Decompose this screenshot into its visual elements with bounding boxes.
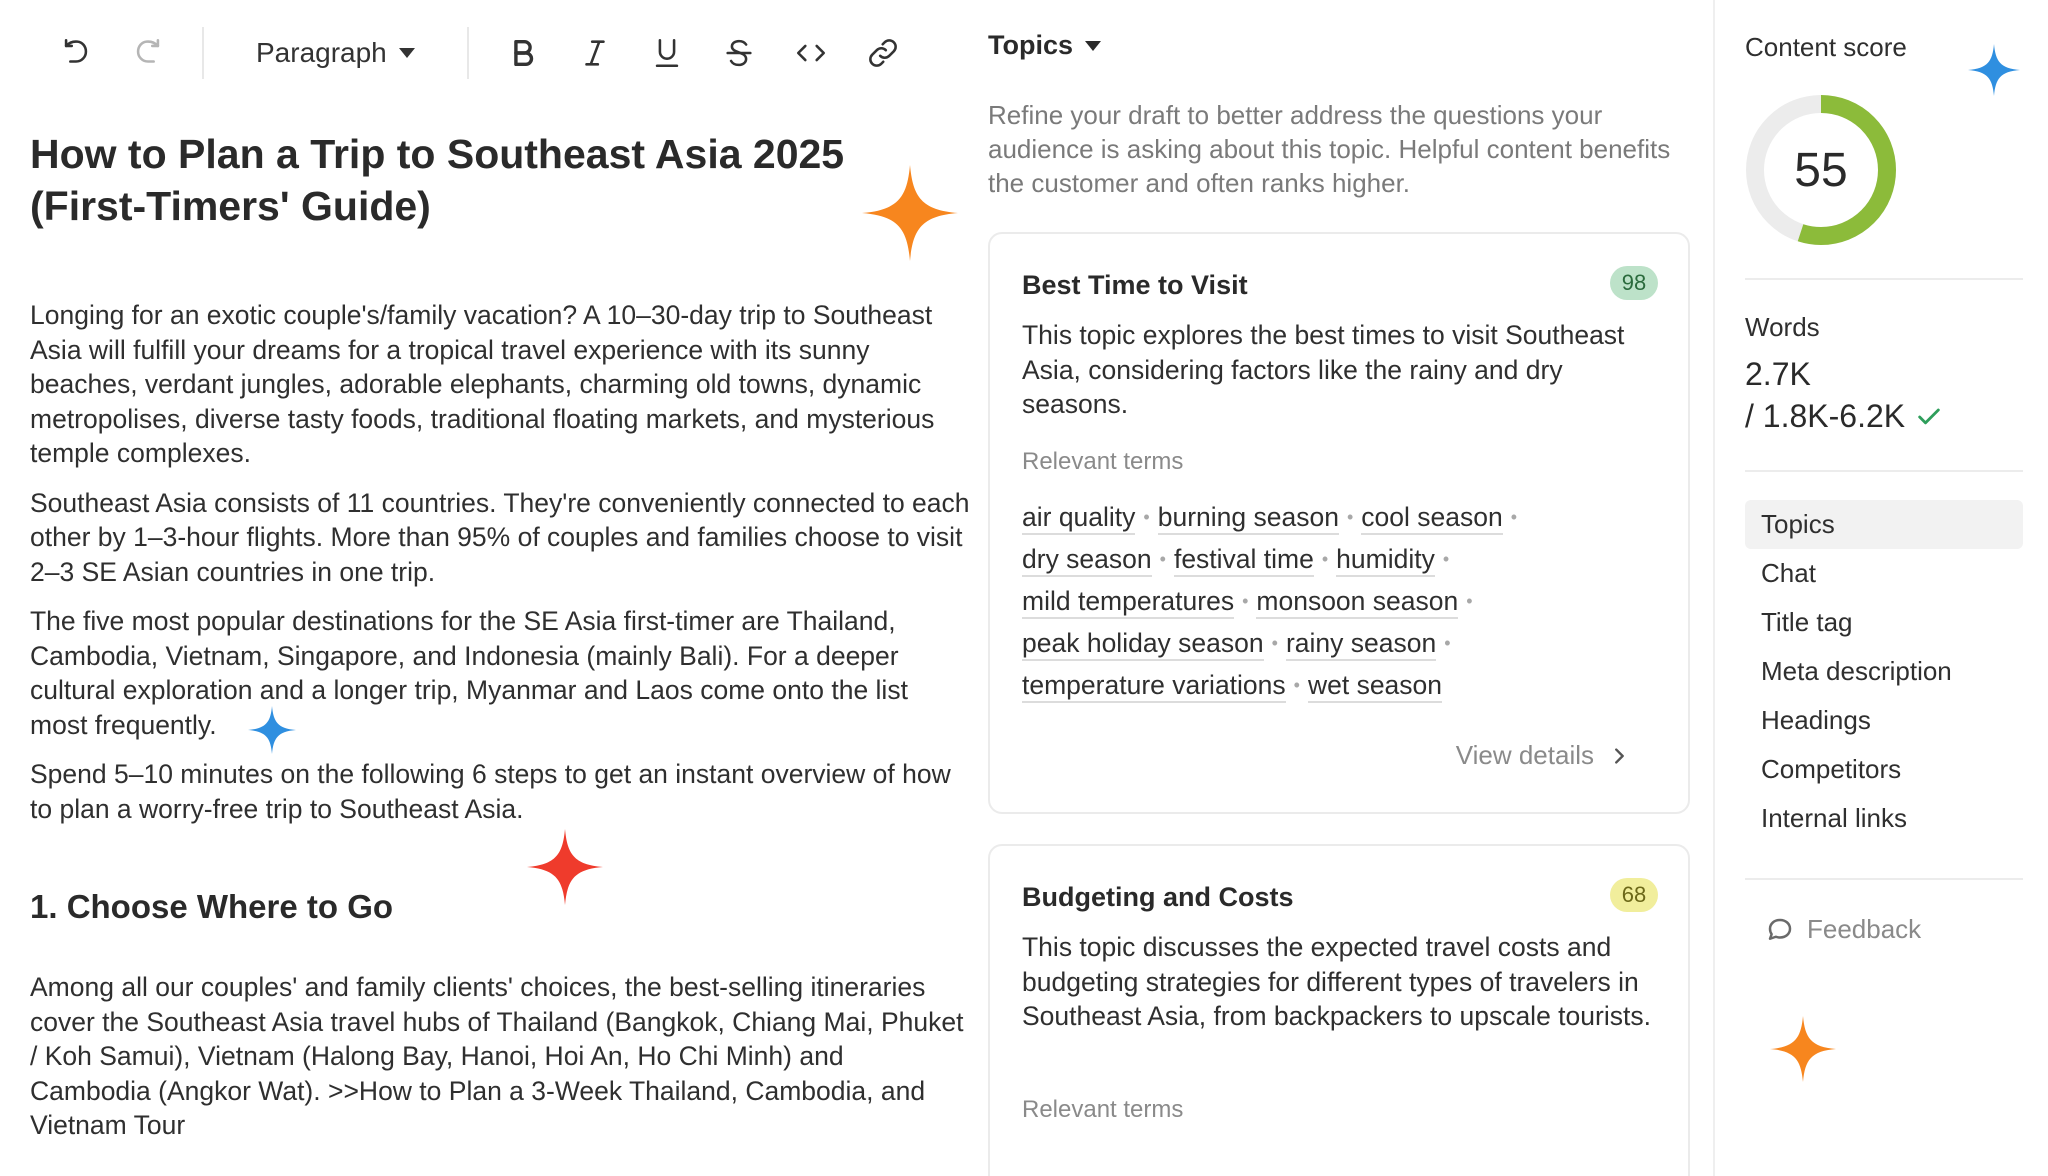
chevron-right-icon <box>1608 745 1630 767</box>
term-separator: • <box>1321 549 1329 569</box>
relevant-term[interactable]: burning season <box>1158 502 1339 535</box>
topic-card[interactable] <box>988 232 1690 814</box>
relevant-terms-label: Relevant terms <box>1022 448 1184 475</box>
term-separator: • <box>1271 633 1278 653</box>
italic-button[interactable] <box>559 18 631 88</box>
code-icon <box>794 36 828 70</box>
undo-button[interactable] <box>40 18 112 88</box>
link-button[interactable] <box>847 18 919 88</box>
sidebar-item-title-tag[interactable]: Title tag <box>1761 607 1853 637</box>
link-icon <box>866 36 900 70</box>
topics-dropdown[interactable] <box>988 30 1101 61</box>
underline-icon <box>650 36 684 70</box>
term-separator: • <box>1159 549 1166 569</box>
score-sidebar <box>1745 0 2048 1176</box>
relevant-term[interactable]: air quality <box>1022 502 1135 535</box>
editor-toolbar <box>40 18 919 88</box>
relevant-term[interactable]: temperature variations <box>1022 670 1286 703</box>
bold-icon <box>506 36 540 70</box>
sidebar-separator <box>1745 878 2023 880</box>
feedback-label: Feedback <box>1807 914 1922 944</box>
relevant-term[interactable]: cool season <box>1361 502 1502 535</box>
sparkle-icon <box>527 828 603 906</box>
topic-card-description: This topic discusses the expected travel costs and budgeting strategies for different types of travelers in Southeast Asia, from backpackers to upscale tourists. <box>1022 932 1651 1031</box>
toolbar-divider <box>467 27 469 79</box>
sidebar-separator <box>1745 470 2023 472</box>
chat-bubble-icon <box>1765 915 1795 945</box>
topic-score-badge: 68 <box>1610 878 1658 912</box>
topic-card-title: Budgeting and Costs <box>1022 882 1294 912</box>
editor-pane <box>0 0 980 1176</box>
sparkle-icon <box>1968 44 2020 96</box>
redo-icon <box>131 36 165 70</box>
relevant-term[interactable]: festival time <box>1174 544 1314 577</box>
caret-down-icon <box>1085 41 1101 51</box>
sidebar-item-chat[interactable]: Chat <box>1761 558 1816 588</box>
relevant-term[interactable]: humidity <box>1336 544 1435 577</box>
term-separator: • <box>1143 507 1150 527</box>
term-separator: • <box>1293 675 1300 695</box>
sparkle-icon <box>862 158 958 268</box>
term-separator: • <box>1510 507 1518 527</box>
topics-panel <box>988 0 1690 1176</box>
words-label: Words <box>1745 312 1820 342</box>
strikethrough-button[interactable] <box>703 18 775 88</box>
topics-intro-text: Refine your draft to better address the questions your audience is asking about this topic. Helpful content benefits the customer and often ranks higher. <box>988 100 1671 198</box>
document-paragraph[interactable]: Spend 5–10 minutes on the following 6 steps to get an instant overview of how to plan a worry-free trip to Southeast Asia. <box>30 759 951 824</box>
topic-card-description: This topic explores the best times to visit Southeast Asia, considering factors like the rainy and dry seasons. <box>1022 320 1625 419</box>
relevant-term[interactable]: dry season <box>1022 544 1152 577</box>
toolbar-divider <box>202 27 204 79</box>
redo-button[interactable] <box>112 18 184 88</box>
words-count: 2.7K <box>1745 356 1811 392</box>
document-paragraph[interactable]: Among all our couples' and family clients' choices, the best-selling itineraries cover the Southeast Asia travel hubs of Thailand (Bangkok, Chiang Mai, Phuket / Koh Samui), Vietnam (Halong Bay, Hanoi, Hoi An, Ho Chi Minh) and Cambodia (Angkor Wat). >>How to Plan a 3-Week Thailand, Cambodia, and Vietnam Tour <box>30 972 964 1140</box>
words-range-text: / 1.8K-6.2K <box>1745 398 1906 434</box>
view-details-label: View details <box>1455 740 1594 770</box>
check-icon <box>1915 403 1943 431</box>
topic-card-title: Best Time to Visit <box>1022 270 1248 300</box>
words-range <box>1745 398 1943 435</box>
sidebar-nav <box>1745 500 2023 843</box>
italic-icon <box>578 36 612 70</box>
relevant-term[interactable]: peak holiday season <box>1022 628 1264 661</box>
document-title[interactable]: How to Plan a Trip to Southeast Asia 2025 (First-Timers' Guide) <box>30 131 845 229</box>
paragraph-style-label: Paragraph <box>256 37 387 68</box>
term-separator: • <box>1346 507 1354 527</box>
term-separator: • <box>1444 633 1451 653</box>
topics-dropdown-label: Topics <box>988 30 1074 60</box>
sidebar-divider <box>1713 0 1715 1176</box>
sparkle-icon <box>1770 1010 1836 1088</box>
underline-button[interactable] <box>631 18 703 88</box>
document-paragraph[interactable]: Longing for an exotic couple's/family vacation? A 10–30-day trip to Southeast Asia will fulfill your dreams for a tropical travel experience with its sunny beaches, verdant jungles, adorable elephants, charming old towns, dynamic metropolises, diverse tasty foods, traditional floating markets, and mysterious temple complexes. <box>30 300 935 468</box>
relevant-terms-label: Relevant terms <box>1022 1096 1184 1123</box>
sidebar-item-meta-description[interactable]: Meta description <box>1761 656 1952 686</box>
bold-button[interactable] <box>487 18 559 88</box>
relevant-term[interactable]: monsoon season <box>1256 586 1458 619</box>
relevant-term[interactable]: rainy season <box>1286 628 1436 661</box>
content-score-label: Content score <box>1745 32 1907 62</box>
relevant-terms-list <box>1022 496 1662 706</box>
paragraph-style-dropdown[interactable] <box>222 18 449 88</box>
topic-card[interactable] <box>988 844 1690 1176</box>
strikethrough-icon <box>722 36 756 70</box>
document-heading[interactable]: 1. Choose Where to Go <box>30 888 394 925</box>
sidebar-item-headings[interactable]: Headings <box>1761 705 1871 735</box>
document-paragraph[interactable]: Southeast Asia consists of 11 countries. They're conveniently connected to each other by 1–3-hour flights. More than 95% of couples and families choose to visit 2–3 SE Asian countries in one trip. <box>30 487 970 587</box>
caret-down-icon <box>399 48 415 58</box>
sidebar-separator <box>1745 278 2023 280</box>
view-details-link[interactable] <box>1456 740 1630 771</box>
content-score-value: 55 <box>1794 143 1848 197</box>
sidebar-item-internal-links[interactable]: Internal links <box>1761 803 1907 833</box>
undo-icon <box>59 36 93 70</box>
term-separator: • <box>1242 591 1249 611</box>
relevant-term[interactable]: wet season <box>1308 670 1442 703</box>
sidebar-item-competitors[interactable]: Competitors <box>1761 754 1902 784</box>
document-paragraph[interactable]: The five most popular destinations for the SE Asia first-timer are Thailand, Cambodia, Vietnam, Singapore, and Indonesia (mainly Bali). For a deeper cultural exploration and a longer trip, Myanmar and Laos come onto the list most frequently. <box>30 606 908 740</box>
code-button[interactable] <box>775 18 847 88</box>
feedback-button[interactable] <box>1765 914 1921 945</box>
document-body[interactable] <box>30 128 970 1158</box>
sparkle-icon <box>248 706 296 754</box>
sidebar-item-topics[interactable]: Topics <box>1745 500 2023 549</box>
relevant-term[interactable]: mild temperatures <box>1022 586 1234 619</box>
topic-score-badge: 98 <box>1610 266 1658 300</box>
term-separator: • <box>1466 591 1473 611</box>
term-separator: • <box>1442 549 1450 569</box>
